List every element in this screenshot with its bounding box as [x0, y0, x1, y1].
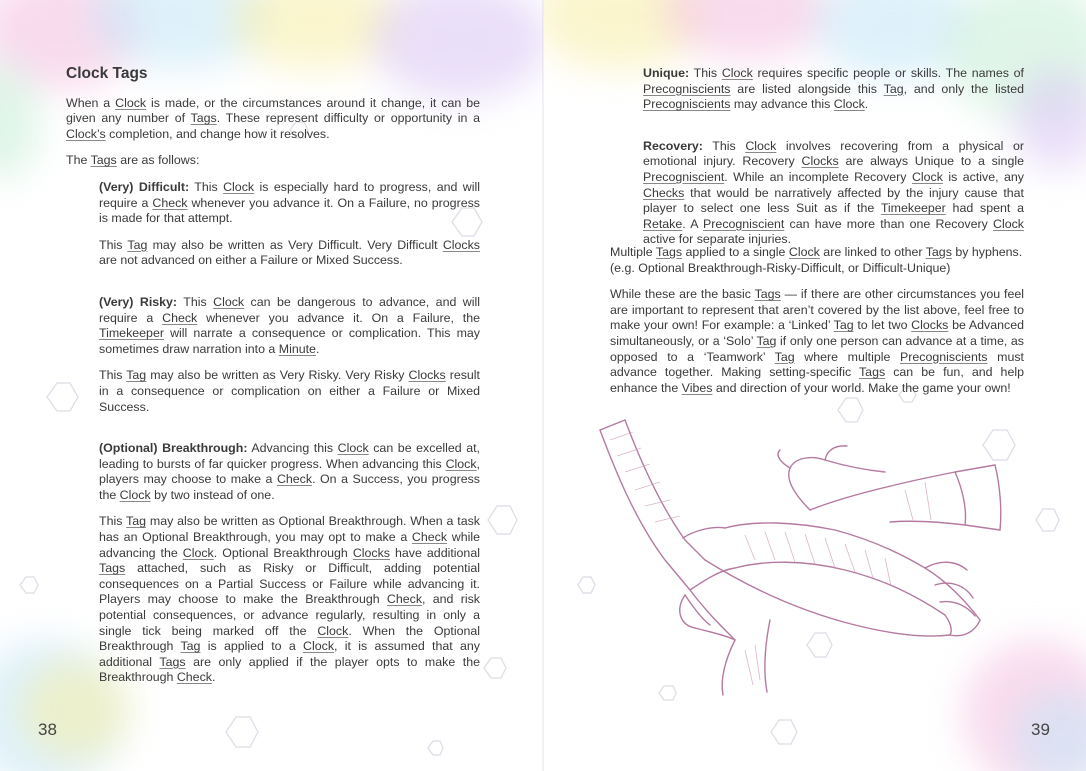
glossary-term: Tag [126, 514, 147, 529]
glossary-term: Clock [182, 545, 214, 560]
intro-paragraph [66, 96, 480, 143]
glossary-term: Clock [788, 245, 820, 259]
glossary-term: Clock [337, 441, 369, 456]
glossary-term: Checks [643, 185, 685, 200]
glossary-term: Tag [126, 368, 147, 383]
text-run: is made, or the circumstances around it change, it can be given any number of [66, 95, 480, 126]
glossary-term: Precogniscients [643, 81, 731, 96]
text-run: The [66, 153, 91, 168]
tag-title: (Optional) Breakthrough: [99, 441, 248, 456]
glossary-term: Clock [833, 97, 865, 112]
glossary-term: Precogniscient [703, 216, 785, 231]
text-run: This [177, 294, 214, 309]
text-run: This [99, 237, 128, 252]
glossary-term: Clock [115, 95, 147, 110]
right-page-text-indented [643, 66, 1024, 259]
text-run: have additional [390, 545, 480, 560]
text-run: While these are the basic [610, 287, 755, 302]
text-run: attached, such as Risky or Difficult, adding potential consequences on a Partial Success or Failure while advancing it. Players may choose to make the Breakthrough [99, 561, 480, 607]
tag-recovery [643, 139, 1024, 248]
tag-definition [99, 180, 480, 227]
tag-title: (Very) Difficult: [99, 179, 190, 194]
glossary-term: Minute [278, 341, 316, 356]
text-run: will narrate a consequence or complication. This may sometimes draw narration into a [99, 326, 480, 356]
tag-difficult [66, 180, 480, 269]
glossary-term: Clocks [408, 368, 446, 383]
text-run: can be fun, and help enhance the [610, 365, 1024, 395]
glossary-term: Clock [119, 487, 151, 502]
glossary-term: Clock [213, 294, 245, 309]
text-run: can be excelled at, leading to bursts of far quicker progress. When advancing this [99, 441, 480, 471]
tag-unique [643, 66, 1024, 113]
text-run: may advance this [730, 97, 834, 112]
tag-title: Recovery: [643, 138, 703, 153]
glossary-term: Tag [774, 349, 795, 364]
glossary-term: Clocks [352, 545, 390, 560]
tag-risky [66, 295, 480, 415]
text-run: be Advanced simultaneously, or a ‘Solo’ [610, 318, 1024, 348]
glossary-term: Precogniscient [643, 169, 725, 184]
text-run: had spent a [945, 201, 1024, 216]
text-run: may also be written as Very Risky. Very Risky [146, 368, 409, 383]
text-run: , and risk potential consequences, or advance regularly, resulting in only a single tick being marked off the [99, 592, 480, 638]
glossary-term: Clock [303, 639, 335, 654]
text-run: are linked to other [819, 245, 926, 259]
text-run: . A [682, 216, 704, 231]
text-run: completion, and change how it resolves. [105, 126, 330, 141]
glossary-term: Tag [127, 237, 148, 252]
text-run: are only applied if the player opts to make the Breakthrough [99, 654, 480, 685]
text-run: active for separate injuries. [643, 232, 792, 247]
glossary-term: Clock [445, 456, 477, 471]
text-run: When a [66, 95, 116, 110]
glossary-term: Tags [190, 111, 217, 126]
text-run: can have more than one Recovery [784, 216, 994, 231]
text-run: Multiple [610, 245, 656, 259]
text-run: This [99, 368, 127, 383]
text-run: . Optional Breakthrough [213, 545, 353, 560]
tag-body [643, 139, 1024, 247]
glossary-term: Tag [833, 318, 854, 333]
glossary-term: Timekeeper [880, 201, 946, 216]
text-run: that would be narratively affected by the injury cause that player to select one less Suit as if the [643, 185, 1024, 216]
glossary-term: Clock [993, 216, 1024, 231]
text-run: is active, any [942, 169, 1024, 184]
tag-title: Unique: [643, 66, 690, 80]
text-run: requires specific people or skills. The names of [752, 66, 1024, 80]
glossary-term: Clock [721, 66, 753, 80]
glossary-term: Tags [99, 561, 126, 576]
glossary-term: Tags [858, 365, 886, 380]
text-run: . [315, 341, 320, 356]
glossary-term: Precogniscients [900, 349, 988, 364]
text-run: applied to a single [682, 245, 789, 259]
text-run: . On a Success, you progress the [99, 472, 480, 502]
glossary-term: Check [176, 670, 212, 685]
text-run: This [689, 66, 722, 80]
glossary-term: Check [411, 530, 448, 545]
section-heading: Clock Tags [66, 65, 148, 82]
text-run: . These represent difficulty or opportunity in a [216, 111, 480, 126]
glossary-term: Tag [180, 639, 201, 654]
tag-body [643, 66, 1024, 111]
tag-note [99, 238, 480, 269]
glossary-term: Tags [655, 245, 683, 259]
text-run: . While an incomplete Recovery [724, 169, 912, 184]
glossary-term: Clock [317, 623, 349, 638]
left-page-text [66, 66, 480, 697]
page-number: 38 [38, 720, 57, 739]
text-run: are as follows: [116, 153, 200, 168]
hands-illustration [595, 410, 1015, 705]
glossary-term: Tags [90, 153, 117, 168]
glossary-term: Check [276, 472, 313, 487]
right-page-text [610, 245, 1024, 407]
text-run: to let two [853, 318, 912, 333]
text-run: result in a consequence or complication on either a Failure or Mixed Success. [99, 368, 480, 414]
glossary-term: Check [162, 310, 198, 325]
glossary-term: Vibes [681, 380, 713, 395]
text-run: is especially hard to progress, and will require a [99, 179, 480, 210]
text-run: This [189, 179, 224, 194]
glossary-term: Clocks [442, 237, 480, 252]
text-run: involves recovering from a physical or emotional injury. Recovery [643, 138, 1024, 169]
glossary-term: Clock [911, 169, 943, 184]
tag-breakthrough [66, 441, 480, 686]
text-run: are always Unique to a single [838, 154, 1024, 169]
page-number: 39 [1031, 720, 1050, 739]
intro-paragraph [66, 153, 480, 169]
glossary-term: Precogniscients [643, 97, 731, 112]
text-run: , and only the listed [903, 81, 1024, 96]
multiple-tags-paragraph [610, 245, 1024, 276]
text-run: by two instead of one. [150, 487, 275, 502]
custom-tags-paragraph [610, 287, 1024, 396]
text-run: are not advanced on either a Failure or Mixed Success. [99, 253, 403, 268]
glossary-term: Tags [754, 287, 781, 302]
text-run: whenever you advance it. On a Failure, no progress is made for that attempt. [99, 195, 480, 226]
text-run: may also be written as Optional Breakthrough. When a task has an Optional Breakthrough, you may opt to make a [99, 514, 480, 545]
glossary-term: Clocks [911, 318, 949, 333]
text-run: This [99, 514, 127, 529]
tag-definition [99, 441, 480, 503]
text-run: , players may choose to make a [99, 456, 480, 487]
text-run: . [864, 97, 869, 112]
glossary-term: Tags [925, 245, 952, 259]
glossary-term: Retake [643, 216, 683, 231]
text-run: if only one person can advance at a time, as opposed to a ‘Teamwork’ [610, 333, 1024, 364]
tag-note [99, 368, 480, 415]
glossary-term: Check [386, 592, 423, 607]
text-run: can be dangerous to advance, and will require a [99, 294, 480, 325]
glossary-term: Clock [223, 179, 255, 194]
glossary-term: Clock’s [66, 126, 106, 141]
glossary-term: Tag [883, 81, 904, 96]
glossary-term: Clocks [801, 154, 839, 169]
glossary-term: Timekeeper [99, 326, 164, 341]
tag-definition [99, 295, 480, 357]
text-run: This [702, 138, 746, 153]
text-run: whenever you advance it. On a Failure, the [197, 310, 480, 325]
glossary-term: Clock [745, 138, 777, 153]
text-run: are listed alongside this [730, 81, 884, 96]
glossary-term: Check [152, 195, 188, 210]
text-run: where multiple [794, 349, 901, 364]
text-run: is applied to a [200, 639, 304, 654]
text-run: must advance together. Making setting-specific [610, 349, 1024, 380]
glossary-term: Tag [756, 333, 777, 348]
text-run: . When the Optional Breakthrough [99, 623, 480, 654]
text-run: while advancing the [99, 530, 480, 560]
text-run: . [211, 670, 216, 685]
glossary-term: Tags [159, 654, 186, 669]
text-run: Advancing this [247, 441, 338, 456]
text-run: — if there are other circumstances you feel are important to represent that aren’t covered by the list above, feel free to make your own! For example: a ‘Linked’ [610, 287, 1024, 333]
text-run: may also be written as Very Difficult. Very Difficult [147, 237, 443, 252]
tag-title: (Very) Risky: [99, 294, 178, 309]
tag-note [99, 514, 480, 686]
text-run: by hyphens. (e.g. Optional Breakthrough-Risky-Difficult, or Difficult-Unique) [610, 245, 1023, 275]
text-run: and direction of your world. Make the game your own! [712, 380, 1011, 395]
text-run: , it is assumed that any additional [99, 639, 480, 669]
